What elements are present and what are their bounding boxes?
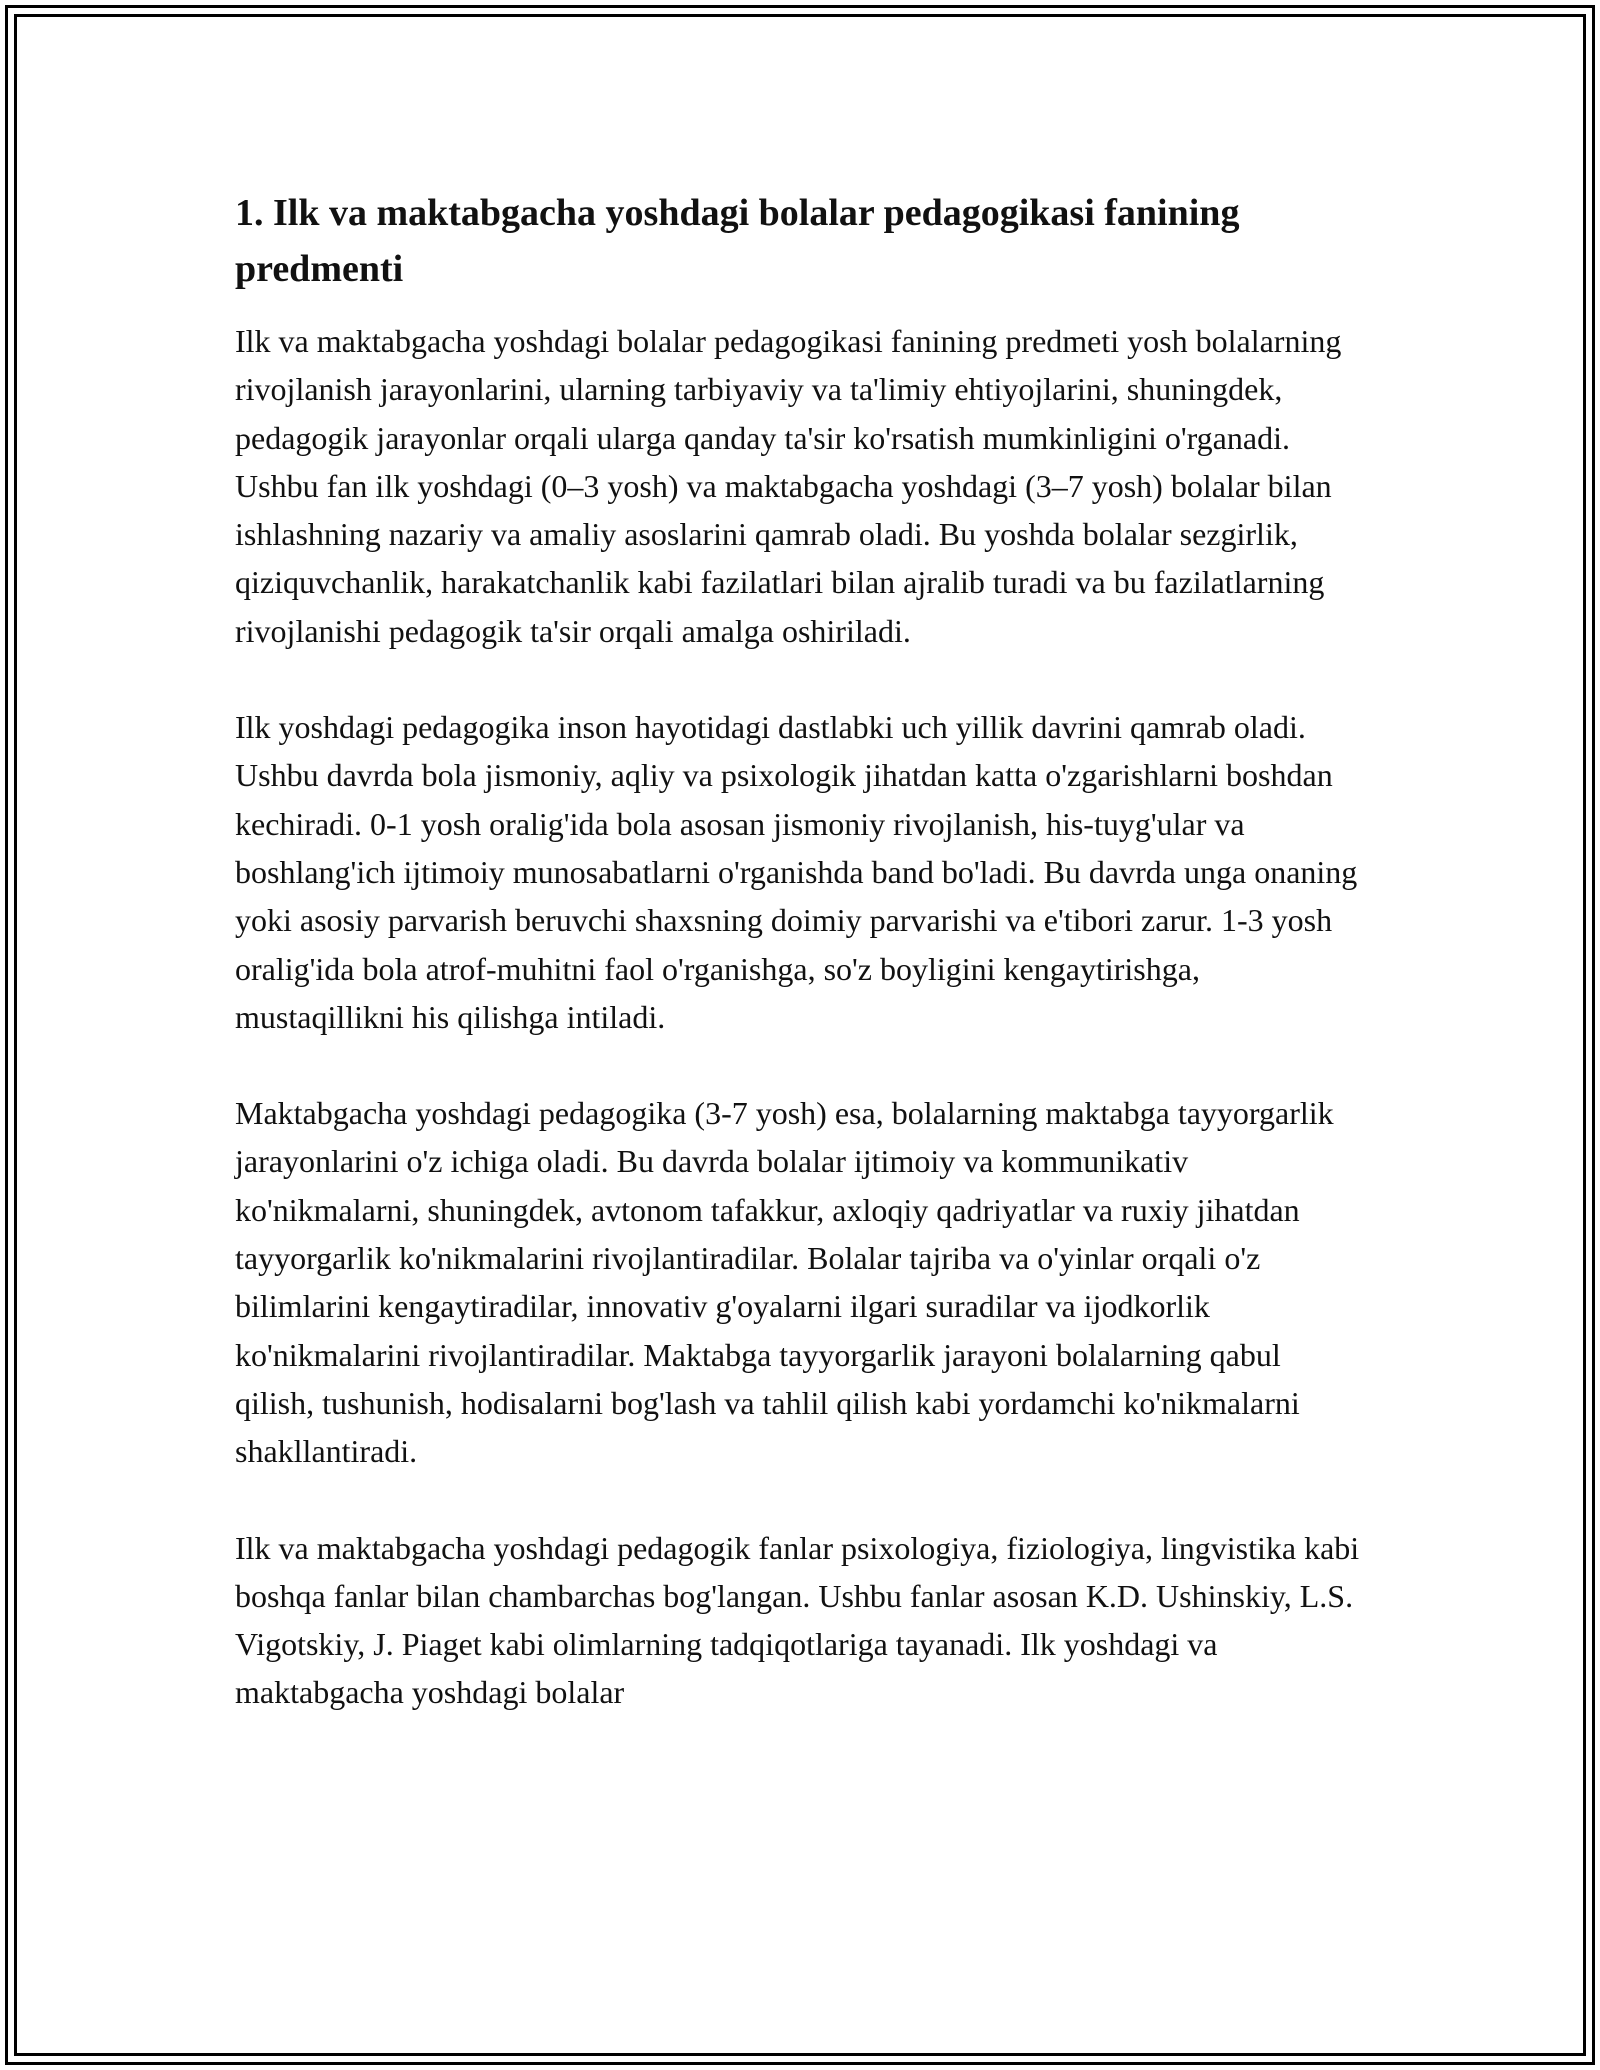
document-body bbox=[235, 185, 1365, 1765]
section-heading: 1. Ilk va maktabgacha yoshdagi bolalar pedagogikasi fanining predmenti bbox=[235, 192, 1240, 290]
paragraph-related-sciences: Ilk va maktabgacha yoshdagi pedagogik fanlar psixologiya, fiziologiya, lingvistika kabi boshqa fanlar bilan chambarchas bog'langan. Ushbu fanlar asosan K.D. Ushinskiy, L.S. Vigotskiy, J. Piaget kabi olimlarning tadqiqotlariga tayanadi. Ilk yoshdagi va maktabgacha yoshdagi bolalar bbox=[235, 1529, 1360, 1711]
paragraph-preschool: Maktabgacha yoshdagi pedagogika (3-7 yosh) esa, bolalarning maktabga tayyorgarlik jarayonlarini o'z ichiga oladi. Bu davrda bolalar ijtimoiy va kommunikativ ko'nikmalarni, shuningdek, avtonom tafakkur, axloqiy qadriyatlar va ruxiy jihatdan tayyorgarlik ko'nikmalarini rivojlantiradilar. Bolalar tajriba va o'yinlar orqali o'z bilimlarini kengaytiradilar, innovativ g'oyalarni ilgari suradilar va ijodkorlik ko'nikmalarini rivojlantiradilar. Maktabga tayyorgarlik jarayoni bolalarning qabul qilish, tushunish, hodisalarni bog'lash va tahlil qilish kabi yordamchi ko'nikmalarni shakllantiradi. bbox=[235, 1095, 1334, 1470]
paragraph-early-age: Ilk yoshdagi pedagogika inson hayotidagi dastlabki uch yillik davrini qamrab oladi. Ushbu davrda bola jismoniy, aqliy va psixologik jihatdan katta o'zgarishlarni boshdan kechiradi. 0-1 yosh oralig'ida bola asosan jismoniy rivojlanish, his-tuyg'ular va boshlang'ich ijtimoiy munosabatlarni o'rganishda band bo'ladi. Bu davrda unga onaning yoki asosiy parvarish beruvchi shaxsning doimiy parvarishi va e'tibori zarur. 1-3 yosh oralig'ida bola atrof-muhitni faol o'rganishga, so'z boyligini kengaytirishga, mustaqillikni his qilishga intiladi. bbox=[235, 709, 1358, 1035]
paragraph-subject: Ilk va maktabgacha yoshdagi bolalar pedagogikasi fanining predmeti yosh bolalarning rivojlanish jarayonlarini, ularning tarbiyaviy va ta'limiy ehtiyojlarini, shuningdek, pedagogik jarayonlar orqali ularga qanday ta'sir ko'rsatish mumkinligini o'rganadi. Ushbu fan ilk yoshdagi (0–3 yosh) va maktabgacha yoshdagi (3–7 yosh) bolalar bilan ishlashning nazariy va amaliy asoslarini qamrab oladi. Bu yoshda bolalar sezgirlik, qiziquvchanlik, harakatchanlik kabi fazilatlari bilan ajralib turadi va bu fazilatlarning rivojlanishi pedagogik ta'sir orqali amalga oshiriladi. bbox=[235, 323, 1342, 649]
